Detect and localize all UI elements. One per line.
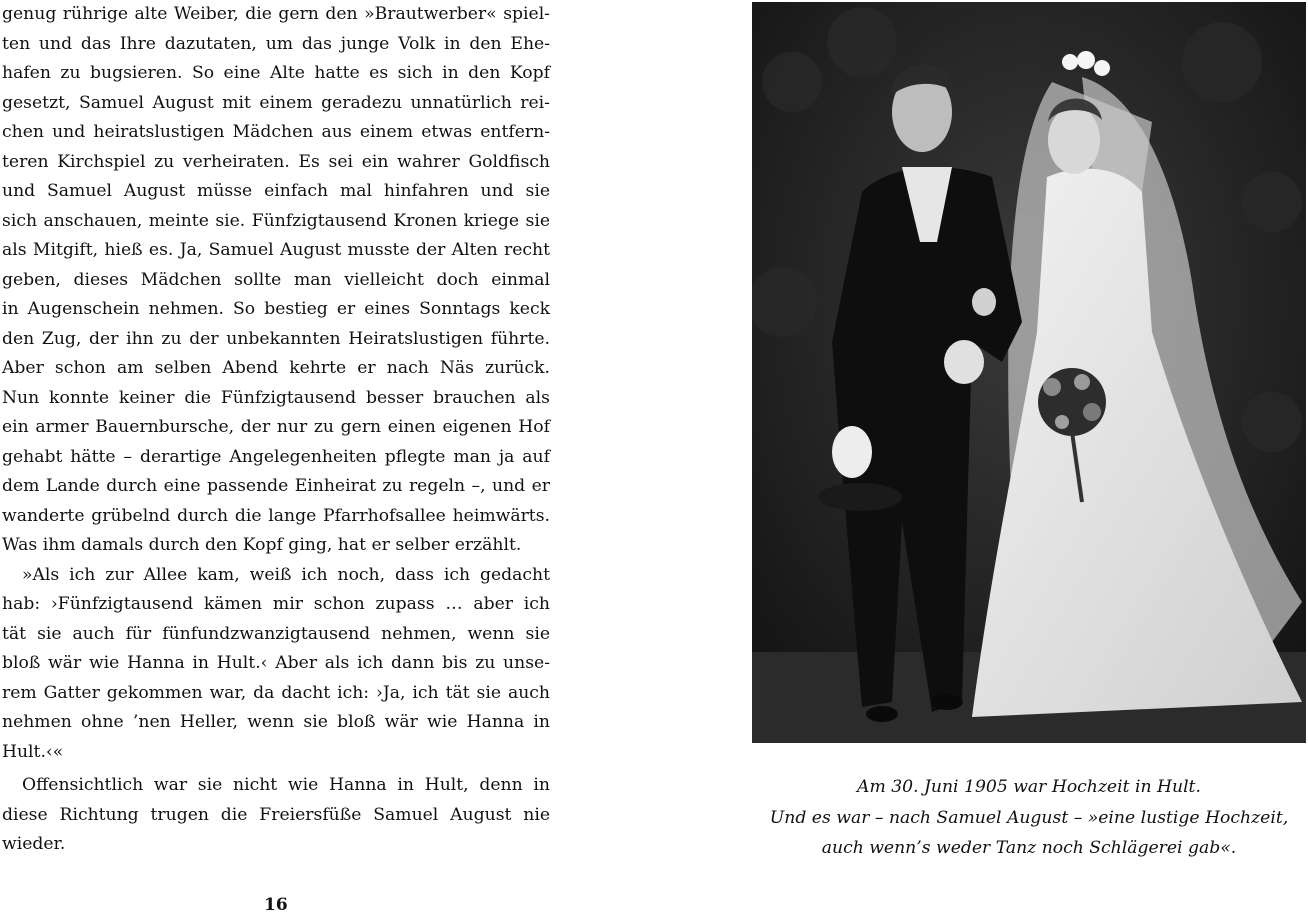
text-line: teren Kirchspiel zu verheiraten. Es sei ein wahrer Goldfisch bbox=[2, 151, 550, 172]
wedding-photo-icon bbox=[752, 2, 1306, 743]
text-line: bloß wär wie Hanna in Hult.‹ Aber als ich dann bis zu unse- bbox=[2, 653, 550, 673]
text-line: hab: ›Fünfzigtausend kämen mir schon zupass … aber ich bbox=[2, 594, 550, 614]
text-line: nehmen ohne ’nen Heller, wenn sie bloß wär wie Hanna in bbox=[2, 712, 550, 732]
text-line: gesetzt, Samuel August mit einem geradezu unnatürlich rei- bbox=[2, 92, 550, 113]
text-line: gehabt hätte – derartige Angelegenheiten pflegte man ja auf bbox=[2, 446, 550, 467]
left-page-text bbox=[2, 0, 550, 860]
caption-line: Am 30. Juni 1905 war Hochzeit in Hult. bbox=[857, 777, 1201, 797]
text-line: Nun konnte keiner die Fünfzigtausend besser brauchen als bbox=[2, 387, 550, 408]
text-line: wanderte grübelnd durch die lange Pfarrhofsallee heimwärts. bbox=[2, 505, 550, 526]
text-line: genug rührige alte Weiber, die gern den »Brautwerber« spiel- bbox=[2, 4, 550, 24]
text-line: den Zug, der ihn zu der unbekannten Heiratslustigen führte. bbox=[2, 328, 550, 349]
text-line: geben, dieses Mädchen sollte man vielleicht doch einmal bbox=[2, 269, 550, 290]
text-line: Hult.‹« bbox=[2, 741, 64, 762]
text-line: Aber schon am selben Abend kehrte er nach Näs zurück. bbox=[2, 358, 550, 378]
text-line: diese Richtung trugen die Freiersfüße Samuel August nie bbox=[2, 804, 550, 825]
caption-line: auch wenn’s weder Tanz noch Schlägerei gab«. bbox=[821, 838, 1237, 858]
text-line: dem Lande durch eine passende Einheirat zu regeln –, und er bbox=[2, 476, 550, 496]
text-line: in Augenschein nehmen. So bestieg er eines Sonntags keck bbox=[2, 299, 550, 319]
caption-line: Und es war – nach Samuel August – »eine lustige Hochzeit, bbox=[769, 807, 1289, 828]
wedding-photo bbox=[752, 2, 1306, 743]
text-line: tät sie auch für fünfundzwanzigtausend nehmen, wenn sie bbox=[2, 623, 550, 644]
text-line: und Samuel August müsse einfach mal hinfahren und sie bbox=[2, 181, 550, 201]
paragraph-2 bbox=[2, 561, 550, 768]
text-line: Offensichtlich war sie nicht wie Hanna in Hult, denn in bbox=[22, 775, 550, 795]
text-line: hafen zu bugsieren. So eine Alte hatte es sich in den Kopf bbox=[2, 63, 550, 83]
text-line: Was ihm damals durch den Kopf ging, hat er selber erzählt. bbox=[2, 535, 522, 555]
text-line: ten und das Ihre dazutaten, um das junge Volk in den Ehe- bbox=[2, 33, 550, 54]
text-line: »Als ich zur Allee kam, weiß ich noch, dass ich gedacht bbox=[22, 564, 550, 585]
page-number: 16 bbox=[264, 895, 288, 915]
text-line: als Mitgift, hieß es. Ja, Samuel August musste der Alten recht bbox=[2, 240, 550, 260]
text-line: ein armer Bauernbursche, der nur zu gern einen eigenen Hof bbox=[2, 417, 550, 437]
paragraph-3 bbox=[2, 771, 550, 860]
text-line: sich anschauen, meinte sie. Fünfzigtausend Kronen kriege sie bbox=[2, 210, 550, 231]
paragraph-1 bbox=[2, 0, 550, 561]
photo-caption bbox=[752, 772, 1306, 864]
text-line: chen und heiratslustigen Mädchen aus einem etwas entfern- bbox=[2, 122, 550, 142]
text-line: wieder. bbox=[2, 834, 66, 854]
text-line: rem Gatter gekommen war, da dacht ich: ›Ja, ich tät sie auch bbox=[2, 682, 550, 703]
